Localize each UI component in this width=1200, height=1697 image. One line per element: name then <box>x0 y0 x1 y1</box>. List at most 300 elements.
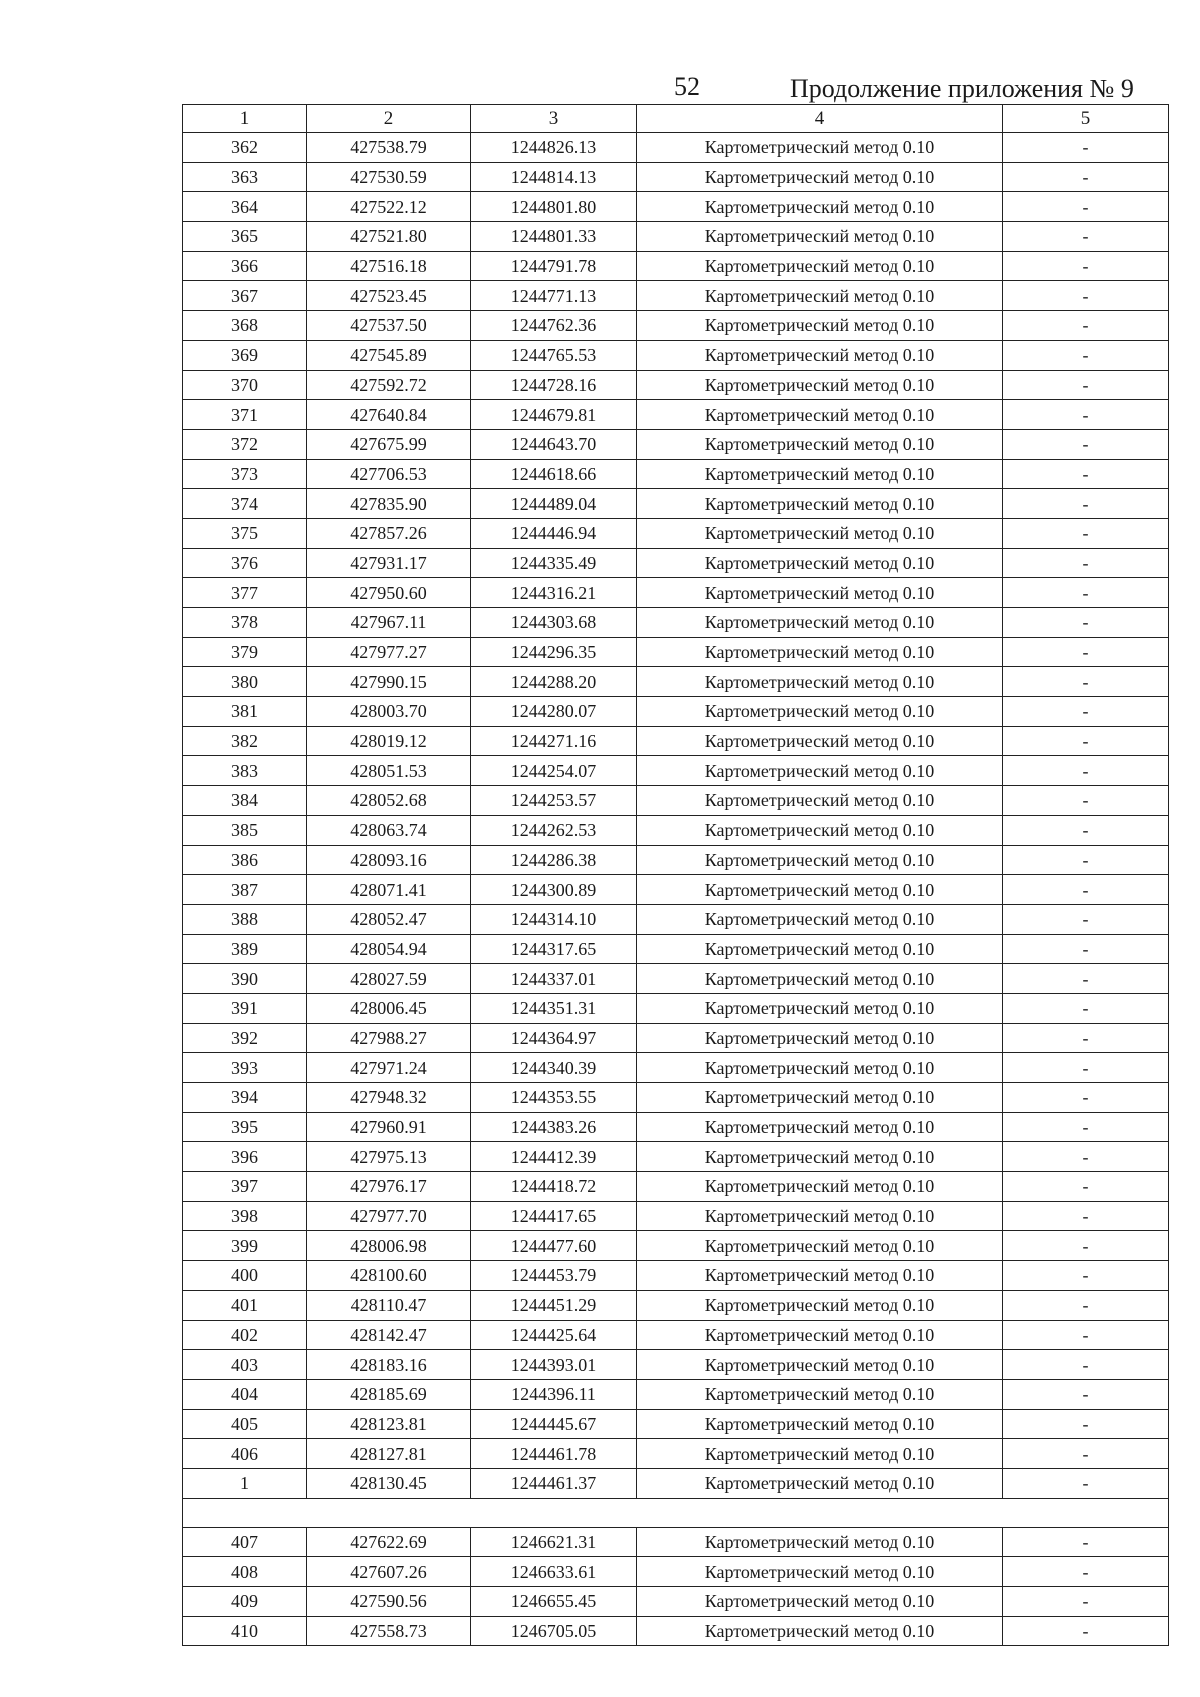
method-cell: Картометрический метод 0.10 <box>637 637 1003 667</box>
table-row <box>183 845 1169 875</box>
y-coordinate-cell: 1246655.45 <box>471 1587 637 1617</box>
point-number-cell: 387 <box>183 875 307 905</box>
point-number-cell: 373 <box>183 459 307 489</box>
point-number-cell: 375 <box>183 518 307 548</box>
note-cell: - <box>1003 1616 1169 1646</box>
note-cell: - <box>1003 904 1169 934</box>
y-coordinate-cell: 1244771.13 <box>471 281 637 311</box>
table-row <box>183 875 1169 905</box>
x-coordinate-cell: 428063.74 <box>307 815 471 845</box>
point-number-cell: 388 <box>183 904 307 934</box>
point-number-cell: 406 <box>183 1439 307 1469</box>
method-cell: Картометрический метод 0.10 <box>637 964 1003 994</box>
x-coordinate-cell: 427948.32 <box>307 1083 471 1113</box>
note-cell: - <box>1003 667 1169 697</box>
method-cell: Картометрический метод 0.10 <box>637 133 1003 163</box>
point-number-cell: 398 <box>183 1201 307 1231</box>
note-cell: - <box>1003 1527 1169 1557</box>
table-row <box>183 251 1169 281</box>
note-cell: - <box>1003 993 1169 1023</box>
y-coordinate-cell: 1244477.60 <box>471 1231 637 1261</box>
table-row <box>183 400 1169 430</box>
x-coordinate-cell: 427990.15 <box>307 667 471 697</box>
method-cell: Картометрический метод 0.10 <box>637 667 1003 697</box>
y-coordinate-cell: 1244364.97 <box>471 1023 637 1053</box>
x-coordinate-cell: 427607.26 <box>307 1557 471 1587</box>
method-cell: Картометрический метод 0.10 <box>637 340 1003 370</box>
point-number-cell: 371 <box>183 400 307 430</box>
point-number-cell: 395 <box>183 1112 307 1142</box>
table-row <box>183 1527 1169 1557</box>
x-coordinate-cell: 427545.89 <box>307 340 471 370</box>
method-cell: Картометрический метод 0.10 <box>637 1261 1003 1291</box>
x-coordinate-cell: 428019.12 <box>307 726 471 756</box>
method-cell: Картометрический метод 0.10 <box>637 756 1003 786</box>
point-number-cell: 384 <box>183 786 307 816</box>
point-number-cell: 374 <box>183 489 307 519</box>
table-row <box>183 489 1169 519</box>
x-coordinate-cell: 428071.41 <box>307 875 471 905</box>
page-number: 52 <box>674 72 700 101</box>
point-number-cell: 402 <box>183 1320 307 1350</box>
note-cell: - <box>1003 964 1169 994</box>
x-coordinate-cell: 428183.16 <box>307 1350 471 1380</box>
method-cell: Картометрический метод 0.10 <box>637 192 1003 222</box>
table-row <box>183 578 1169 608</box>
y-coordinate-cell: 1244288.20 <box>471 667 637 697</box>
point-number-cell: 392 <box>183 1023 307 1053</box>
table-row <box>183 608 1169 638</box>
note-cell: - <box>1003 251 1169 281</box>
method-cell: Картометрический метод 0.10 <box>637 370 1003 400</box>
column-header: 5 <box>1003 105 1169 133</box>
x-coordinate-cell: 427523.45 <box>307 281 471 311</box>
method-cell: Картометрический метод 0.10 <box>637 1439 1003 1469</box>
table-row <box>183 311 1169 341</box>
x-coordinate-cell: 427971.24 <box>307 1053 471 1083</box>
point-number-cell: 391 <box>183 993 307 1023</box>
table-row <box>183 1320 1169 1350</box>
note-cell: - <box>1003 1350 1169 1380</box>
point-number-cell: 362 <box>183 133 307 163</box>
point-number-cell: 394 <box>183 1083 307 1113</box>
note-cell: - <box>1003 1439 1169 1469</box>
method-cell: Картометрический метод 0.10 <box>637 578 1003 608</box>
x-coordinate-cell: 427516.18 <box>307 251 471 281</box>
column-header: 4 <box>637 105 1003 133</box>
x-coordinate-cell: 427590.56 <box>307 1587 471 1617</box>
y-coordinate-cell: 1244461.37 <box>471 1468 637 1498</box>
x-coordinate-cell: 428100.60 <box>307 1261 471 1291</box>
table-row <box>183 1142 1169 1172</box>
y-coordinate-cell: 1244396.11 <box>471 1379 637 1409</box>
note-cell: - <box>1003 697 1169 727</box>
point-number-cell: 363 <box>183 162 307 192</box>
x-coordinate-cell: 428052.68 <box>307 786 471 816</box>
point-number-cell: 386 <box>183 845 307 875</box>
note-cell: - <box>1003 400 1169 430</box>
y-coordinate-cell: 1244300.89 <box>471 875 637 905</box>
method-cell: Картометрический метод 0.10 <box>637 993 1003 1023</box>
y-coordinate-cell: 1244317.65 <box>471 934 637 964</box>
point-number-cell: 368 <box>183 311 307 341</box>
note-cell: - <box>1003 608 1169 638</box>
column-header: 1 <box>183 105 307 133</box>
y-coordinate-cell: 1244296.35 <box>471 637 637 667</box>
point-number-cell: 364 <box>183 192 307 222</box>
table-row <box>183 1023 1169 1053</box>
x-coordinate-cell: 428006.45 <box>307 993 471 1023</box>
method-cell: Картометрический метод 0.10 <box>637 904 1003 934</box>
note-cell: - <box>1003 311 1169 341</box>
y-coordinate-cell: 1244453.79 <box>471 1261 637 1291</box>
method-cell: Картометрический метод 0.10 <box>637 1083 1003 1113</box>
table-row <box>183 370 1169 400</box>
y-coordinate-cell: 1244271.16 <box>471 726 637 756</box>
note-cell: - <box>1003 429 1169 459</box>
x-coordinate-cell: 427835.90 <box>307 489 471 519</box>
method-cell: Картометрический метод 0.10 <box>637 459 1003 489</box>
method-cell: Картометрический метод 0.10 <box>637 1290 1003 1320</box>
point-number-cell: 376 <box>183 548 307 578</box>
point-number-cell: 383 <box>183 756 307 786</box>
table-row <box>183 934 1169 964</box>
point-number-cell: 407 <box>183 1527 307 1557</box>
point-number-cell: 390 <box>183 964 307 994</box>
note-cell: - <box>1003 1290 1169 1320</box>
method-cell: Картометрический метод 0.10 <box>637 281 1003 311</box>
table-row <box>183 1261 1169 1291</box>
x-coordinate-cell: 427960.91 <box>307 1112 471 1142</box>
point-number-cell: 378 <box>183 608 307 638</box>
note-cell: - <box>1003 1112 1169 1142</box>
table-row <box>183 1112 1169 1142</box>
x-coordinate-cell: 427706.53 <box>307 459 471 489</box>
column-header: 3 <box>471 105 637 133</box>
table-row <box>183 222 1169 252</box>
x-coordinate-cell: 427950.60 <box>307 578 471 608</box>
table-row <box>183 815 1169 845</box>
y-coordinate-cell: 1244489.04 <box>471 489 637 519</box>
point-number-cell: 365 <box>183 222 307 252</box>
x-coordinate-cell: 428054.94 <box>307 934 471 964</box>
y-coordinate-cell: 1244801.33 <box>471 222 637 252</box>
point-number-cell: 404 <box>183 1379 307 1409</box>
table-row <box>183 1587 1169 1617</box>
point-number-cell: 389 <box>183 934 307 964</box>
note-cell: - <box>1003 222 1169 252</box>
point-number-cell: 370 <box>183 370 307 400</box>
x-coordinate-cell: 427931.17 <box>307 548 471 578</box>
method-cell: Картометрический метод 0.10 <box>637 1468 1003 1498</box>
x-coordinate-cell: 427976.17 <box>307 1172 471 1202</box>
method-cell: Картометрический метод 0.10 <box>637 934 1003 964</box>
point-number-cell: 410 <box>183 1616 307 1646</box>
x-coordinate-cell: 427857.26 <box>307 518 471 548</box>
coordinates-table-body <box>183 105 1169 1646</box>
x-coordinate-cell: 427967.11 <box>307 608 471 638</box>
note-cell: - <box>1003 1557 1169 1587</box>
method-cell: Картометрический метод 0.10 <box>637 875 1003 905</box>
point-number-cell: 408 <box>183 1557 307 1587</box>
y-coordinate-cell: 1244340.39 <box>471 1053 637 1083</box>
note-cell: - <box>1003 162 1169 192</box>
x-coordinate-cell: 428185.69 <box>307 1379 471 1409</box>
y-coordinate-cell: 1244445.67 <box>471 1409 637 1439</box>
section-gap-cell <box>183 1498 1169 1527</box>
method-cell: Картометрический метод 0.10 <box>637 251 1003 281</box>
table-row <box>183 162 1169 192</box>
note-cell: - <box>1003 1261 1169 1291</box>
method-cell: Картометрический метод 0.10 <box>637 1023 1003 1053</box>
point-number-cell: 366 <box>183 251 307 281</box>
y-coordinate-cell: 1244814.13 <box>471 162 637 192</box>
note-cell: - <box>1003 370 1169 400</box>
x-coordinate-cell: 427558.73 <box>307 1616 471 1646</box>
x-coordinate-cell: 428123.81 <box>307 1409 471 1439</box>
y-coordinate-cell: 1244451.29 <box>471 1290 637 1320</box>
note-cell: - <box>1003 1409 1169 1439</box>
table-row <box>183 429 1169 459</box>
x-coordinate-cell: 428142.47 <box>307 1320 471 1350</box>
point-number-cell: 396 <box>183 1142 307 1172</box>
method-cell: Картометрический метод 0.10 <box>637 1409 1003 1439</box>
method-cell: Картометрический метод 0.10 <box>637 1587 1003 1617</box>
method-cell: Картометрический метод 0.10 <box>637 1172 1003 1202</box>
y-coordinate-cell: 1244383.26 <box>471 1112 637 1142</box>
method-cell: Картометрический метод 0.10 <box>637 697 1003 727</box>
table-row <box>183 1053 1169 1083</box>
x-coordinate-cell: 427622.69 <box>307 1527 471 1557</box>
table-row <box>183 1468 1169 1498</box>
appendix-continuation-title: Продолжение приложения № 9 <box>790 74 1134 103</box>
point-number-cell: 405 <box>183 1409 307 1439</box>
y-coordinate-cell: 1244728.16 <box>471 370 637 400</box>
section-gap-row <box>183 1498 1169 1527</box>
coordinates-table <box>182 104 1169 1646</box>
table-row <box>183 756 1169 786</box>
note-cell: - <box>1003 1320 1169 1350</box>
note-cell: - <box>1003 192 1169 222</box>
note-cell: - <box>1003 1053 1169 1083</box>
table-row <box>183 1616 1169 1646</box>
y-coordinate-cell: 1244461.78 <box>471 1439 637 1469</box>
y-coordinate-cell: 1244801.80 <box>471 192 637 222</box>
point-number-cell: 380 <box>183 667 307 697</box>
x-coordinate-cell: 427521.80 <box>307 222 471 252</box>
note-cell: - <box>1003 1172 1169 1202</box>
table-row <box>183 1083 1169 1113</box>
note-cell: - <box>1003 281 1169 311</box>
x-coordinate-cell: 428127.81 <box>307 1439 471 1469</box>
x-coordinate-cell: 427988.27 <box>307 1023 471 1053</box>
note-cell: - <box>1003 548 1169 578</box>
y-coordinate-cell: 1244762.36 <box>471 311 637 341</box>
note-cell: - <box>1003 1142 1169 1172</box>
y-coordinate-cell: 1244353.55 <box>471 1083 637 1113</box>
x-coordinate-cell: 427977.27 <box>307 637 471 667</box>
x-coordinate-cell: 428003.70 <box>307 697 471 727</box>
method-cell: Картометрический метод 0.10 <box>637 222 1003 252</box>
note-cell: - <box>1003 459 1169 489</box>
note-cell: - <box>1003 934 1169 964</box>
note-cell: - <box>1003 1201 1169 1231</box>
y-coordinate-cell: 1244337.01 <box>471 964 637 994</box>
table-row <box>183 281 1169 311</box>
page-header <box>0 72 1200 108</box>
method-cell: Картометрический метод 0.10 <box>637 1320 1003 1350</box>
note-cell: - <box>1003 1231 1169 1261</box>
x-coordinate-cell: 427977.70 <box>307 1201 471 1231</box>
table-row <box>183 726 1169 756</box>
x-coordinate-cell: 427538.79 <box>307 133 471 163</box>
y-coordinate-cell: 1246705.05 <box>471 1616 637 1646</box>
note-cell: - <box>1003 1468 1169 1498</box>
x-coordinate-cell: 428027.59 <box>307 964 471 994</box>
method-cell: Картометрический метод 0.10 <box>637 1231 1003 1261</box>
x-coordinate-cell: 427537.50 <box>307 311 471 341</box>
y-coordinate-cell: 1244335.49 <box>471 548 637 578</box>
table-row <box>183 1350 1169 1380</box>
table-row <box>183 1231 1169 1261</box>
note-cell: - <box>1003 133 1169 163</box>
y-coordinate-cell: 1244418.72 <box>471 1172 637 1202</box>
method-cell: Картометрический метод 0.10 <box>637 400 1003 430</box>
table-row <box>183 1201 1169 1231</box>
point-number-cell: 401 <box>183 1290 307 1320</box>
point-number-cell: 400 <box>183 1261 307 1291</box>
note-cell: - <box>1003 489 1169 519</box>
table-row <box>183 1379 1169 1409</box>
y-coordinate-cell: 1244679.81 <box>471 400 637 430</box>
table-row <box>183 1557 1169 1587</box>
y-coordinate-cell: 1244417.65 <box>471 1201 637 1231</box>
method-cell: Картометрический метод 0.10 <box>637 489 1003 519</box>
x-coordinate-cell: 427975.13 <box>307 1142 471 1172</box>
method-cell: Картометрический метод 0.10 <box>637 1053 1003 1083</box>
method-cell: Картометрический метод 0.10 <box>637 1112 1003 1142</box>
method-cell: Картометрический метод 0.10 <box>637 1616 1003 1646</box>
table-row <box>183 1172 1169 1202</box>
y-coordinate-cell: 1244765.53 <box>471 340 637 370</box>
method-cell: Картометрический метод 0.10 <box>637 1379 1003 1409</box>
method-cell: Картометрический метод 0.10 <box>637 786 1003 816</box>
point-number-cell: 369 <box>183 340 307 370</box>
note-cell: - <box>1003 756 1169 786</box>
table-row <box>183 1290 1169 1320</box>
point-number-cell: 381 <box>183 697 307 727</box>
x-coordinate-cell: 427592.72 <box>307 370 471 400</box>
column-number-row <box>183 105 1169 133</box>
x-coordinate-cell: 428110.47 <box>307 1290 471 1320</box>
method-cell: Картометрический метод 0.10 <box>637 1350 1003 1380</box>
point-number-cell: 382 <box>183 726 307 756</box>
x-coordinate-cell: 428051.53 <box>307 756 471 786</box>
point-number-cell: 397 <box>183 1172 307 1202</box>
y-coordinate-cell: 1244643.70 <box>471 429 637 459</box>
table-row <box>183 548 1169 578</box>
table-row <box>183 786 1169 816</box>
method-cell: Картометрический метод 0.10 <box>637 1201 1003 1231</box>
x-coordinate-cell: 427522.12 <box>307 192 471 222</box>
method-cell: Картометрический метод 0.10 <box>637 1527 1003 1557</box>
x-coordinate-cell: 428130.45 <box>307 1468 471 1498</box>
table-row <box>183 964 1169 994</box>
point-number-cell: 399 <box>183 1231 307 1261</box>
y-coordinate-cell: 1244446.94 <box>471 518 637 548</box>
method-cell: Картометрический метод 0.10 <box>637 845 1003 875</box>
point-number-cell: 372 <box>183 429 307 459</box>
point-number-cell: 367 <box>183 281 307 311</box>
y-coordinate-cell: 1244791.78 <box>471 251 637 281</box>
note-cell: - <box>1003 1587 1169 1617</box>
y-coordinate-cell: 1244286.38 <box>471 845 637 875</box>
y-coordinate-cell: 1244314.10 <box>471 904 637 934</box>
point-number-cell: 377 <box>183 578 307 608</box>
table-row <box>183 133 1169 163</box>
note-cell: - <box>1003 637 1169 667</box>
point-number-cell: 409 <box>183 1587 307 1617</box>
x-coordinate-cell: 428052.47 <box>307 904 471 934</box>
y-coordinate-cell: 1244262.53 <box>471 815 637 845</box>
y-coordinate-cell: 1244393.01 <box>471 1350 637 1380</box>
note-cell: - <box>1003 578 1169 608</box>
note-cell: - <box>1003 1379 1169 1409</box>
note-cell: - <box>1003 518 1169 548</box>
table-row <box>183 459 1169 489</box>
table-row <box>183 518 1169 548</box>
table-row <box>183 904 1169 934</box>
x-coordinate-cell: 428093.16 <box>307 845 471 875</box>
table-row <box>183 697 1169 727</box>
table-row <box>183 340 1169 370</box>
table-row <box>183 667 1169 697</box>
table-row <box>183 1409 1169 1439</box>
note-cell: - <box>1003 875 1169 905</box>
y-coordinate-cell: 1246621.31 <box>471 1527 637 1557</box>
method-cell: Картометрический метод 0.10 <box>637 548 1003 578</box>
point-number-cell: 379 <box>183 637 307 667</box>
y-coordinate-cell: 1244618.66 <box>471 459 637 489</box>
method-cell: Картометрический метод 0.10 <box>637 815 1003 845</box>
note-cell: - <box>1003 786 1169 816</box>
table-row <box>183 1439 1169 1469</box>
x-coordinate-cell: 427640.84 <box>307 400 471 430</box>
y-coordinate-cell: 1244425.64 <box>471 1320 637 1350</box>
note-cell: - <box>1003 726 1169 756</box>
point-number-cell: 393 <box>183 1053 307 1083</box>
y-coordinate-cell: 1244303.68 <box>471 608 637 638</box>
y-coordinate-cell: 1246633.61 <box>471 1557 637 1587</box>
table-row <box>183 993 1169 1023</box>
x-coordinate-cell: 427675.99 <box>307 429 471 459</box>
y-coordinate-cell: 1244316.21 <box>471 578 637 608</box>
x-coordinate-cell: 428006.98 <box>307 1231 471 1261</box>
y-coordinate-cell: 1244280.07 <box>471 697 637 727</box>
method-cell: Картометрический метод 0.10 <box>637 162 1003 192</box>
y-coordinate-cell: 1244412.39 <box>471 1142 637 1172</box>
method-cell: Картометрический метод 0.10 <box>637 1557 1003 1587</box>
method-cell: Картометрический метод 0.10 <box>637 726 1003 756</box>
note-cell: - <box>1003 340 1169 370</box>
point-number-cell: 385 <box>183 815 307 845</box>
note-cell: - <box>1003 1023 1169 1053</box>
note-cell: - <box>1003 845 1169 875</box>
y-coordinate-cell: 1244826.13 <box>471 133 637 163</box>
y-coordinate-cell: 1244351.31 <box>471 993 637 1023</box>
method-cell: Картометрический метод 0.10 <box>637 429 1003 459</box>
method-cell: Картометрический метод 0.10 <box>637 311 1003 341</box>
